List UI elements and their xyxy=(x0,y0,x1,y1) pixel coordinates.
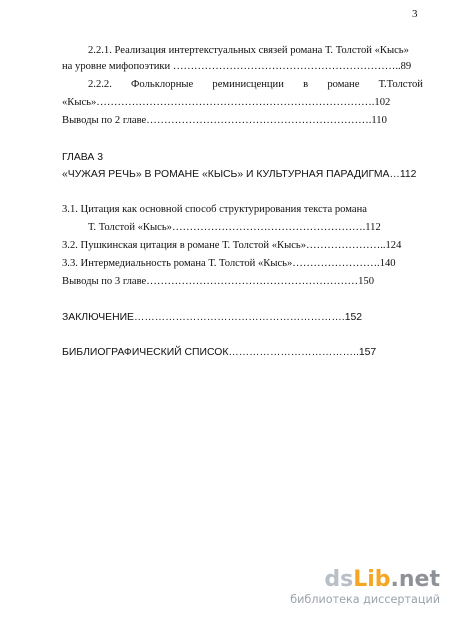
toc-entry-3-1-cont: Т. Толстой «Кысь»……………………………………………….112 xyxy=(88,222,381,233)
toc-word: реминисценции xyxy=(212,79,284,90)
toc-entry-chapter3-conclusions: Выводы по 3 главе……………………………………………………150 xyxy=(62,276,375,287)
logo-part: ds xyxy=(324,567,354,592)
toc-entry-conclusion: ЗАКЛЮЧЕНИЕ…………………………………………………….152 xyxy=(62,312,363,323)
toc-entry-3-1: 3.1. Цитация как основной способ структурирования текста романа xyxy=(62,204,367,215)
chapter-3-title: «ЧУЖАЯ РЕЧЬ» В РОМАНЕ «КЫСЬ» И КУЛЬТУРНАЯ ПАРАДИГМА…112 xyxy=(62,169,417,180)
logo-part: Lib xyxy=(353,567,391,592)
toc-entry-3-2: 3.2. Пушкинская цитация в романе Т. Толстой «Кысь»…………………..124 xyxy=(62,240,402,251)
toc-word: 2.2.2. xyxy=(88,79,112,90)
toc-entry-2-2-1-cont: на уровне мифопоэтики ………………………………………………………..89 xyxy=(62,61,412,72)
page-number: 3 xyxy=(412,8,418,20)
logo-part: .net xyxy=(390,567,440,592)
toc-entry-2-2-2-cont: «Кысь»…………………………………………………………………….102 xyxy=(62,97,391,108)
toc-entry-bibliography: БИБЛИОГРАФИЧЕСКИЙ СПИСОК………………………………..157 xyxy=(62,347,377,358)
dslib-watermark xyxy=(268,568,440,607)
toc-entry-2-2-2 xyxy=(88,78,423,91)
toc-entry-chapter2-conclusions: Выводы по 2 главе……………………………………………………….110 xyxy=(62,115,387,126)
toc-word: Фольклорные xyxy=(131,79,194,90)
toc-entry-3-3: 3.3. Интермедиальность романа Т. Толстой «Кысь»…………………….140 xyxy=(62,258,396,269)
toc-word: романе xyxy=(327,79,360,90)
watermark-subtitle: библиотека диссертаций xyxy=(290,593,440,606)
toc-entry-2-2-1: 2.2.1. Реализация интертекстуальных связей романа Т. Толстой «Кысь» xyxy=(88,45,409,56)
toc-word: Т.Толстой xyxy=(378,79,423,90)
chapter-3-heading: ГЛАВА 3 xyxy=(62,152,103,163)
dslib-logo xyxy=(268,568,440,592)
toc-word: в xyxy=(303,79,309,90)
